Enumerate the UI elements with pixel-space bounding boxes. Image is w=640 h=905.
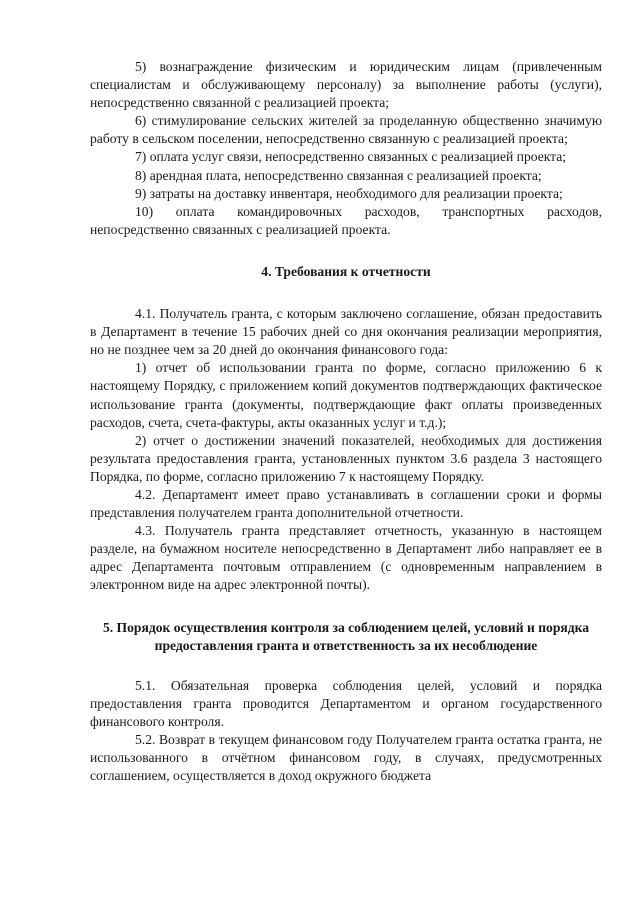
list-item-8: 8) арендная плата, непосредственно связанная с реализацией проекта; xyxy=(135,167,542,183)
list-item-6: 6) стимулирование сельских жителей за проделанную общественно значимую работу в сельском поселении, непосредственно связанную с реализацией проекта; xyxy=(90,113,602,147)
paragraph-4-3: 4.3. Получатель гранта представляет отчетность, указанную в настоящем разделе, на бумажном носителе непосредственно в Департамент либо направляет ее в адрес Департамента почтовым отправлением (с одновременным направлением в электронном виде на адрес электронной почты). xyxy=(90,523,602,593)
paragraph-5-1: 5.1. Обязательная проверка соблюдения целей, условий и порядка предоставления гранта проводится Департаментом и органом государственного финансового контроля. xyxy=(90,677,602,729)
paragraph-4-1-item-1: 1) отчет об использовании гранта по форме, согласно приложению 6 к настоящему Порядку, с приложением копий документов подтверждающих фактическое использование гранта (документы, подтверждающие факт оплаты произведенных расходов, счета, счета-фактуры, акты оказанных услуг и т.д.); xyxy=(90,360,602,430)
list-item-5: 5) вознаграждение физическим и юридическим лицам (привлеченным специалистам и обслуживающему персоналу) за выполнение работы (услуги), непосредственно связанной с реализацией проекта; xyxy=(90,59,602,111)
list-item-9: 9) затраты на доставку инвентаря, необходимого для реализации проекта; xyxy=(135,185,563,201)
paragraph-4-1: 4.1. Получатель гранта, с которым заключено соглашение, обязан предоставить в Департамент в течение 15 рабочих дней со дня окончания реализации мероприятия, но не позднее чем за 20 дней до окончания финансового года: xyxy=(90,306,602,358)
document-page xyxy=(90,58,602,785)
paragraph-4-2: 4.2. Департамент имеет право устанавливать в соглашении сроки и формы представления получателем гранта дополнительной отчетности. xyxy=(90,486,602,521)
paragraph-5-2: 5.2. Возврат в текущем финансовом году Получателем гранта остатка гранта, не использованного в отчётном финансовом году, в случаях, предусмотренных соглашением, осуществляется в доход окружного бюджета xyxy=(90,732,602,784)
list-item-7: 7) оплата услуг связи, непосредственно связанных с реализацией проекта; xyxy=(135,149,567,165)
paragraph-4-1-item-2: 2) отчет о достижении значений показателей, необходимых для достижения результата предоставления гранта, установленных пунктом 3.6 раздела 3 настоящего Порядка, по форме, согласно приложению 7 к настоящему Порядку. xyxy=(90,432,602,484)
list-item-10: 10) оплата командировочных расходов, транспортных расходов, непосредственно связанных с реализацией проекта. xyxy=(90,203,602,237)
section-5-heading: 5. Порядок осуществления контроля за соблюдением целей, условий и порядка предоставления гранта и ответственность за их несоблюдение xyxy=(102,619,590,653)
section-4-heading: 4. Требования к отчетности xyxy=(261,263,431,279)
